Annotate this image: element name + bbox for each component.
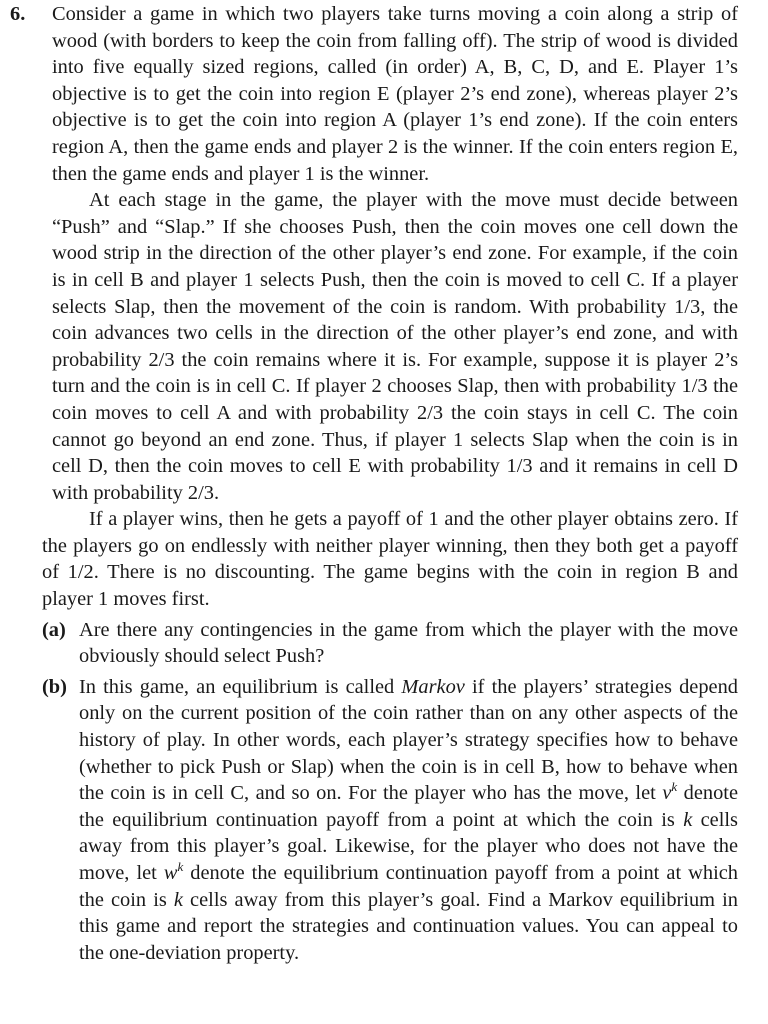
part-a-label: (a) <box>42 618 66 641</box>
k-variable: k <box>683 808 693 831</box>
problem-paragraph-setup: Consider a game in which two players take turns moving a coin along a strip of wood (with borders to keep the coin from falling off). The strip of wood is divided into five equally sized regions, called (in order) A, B, C, D, and E. Player 1’s objective is to get the coin into region E (player 2’s end zone), whereas player 2’s objective is to get the coin into region A (player 1’s end zone). If the coin enters region A, then the game ends and player 2 is the winner. If the coin enters region E, then the game ends and player 1 is the winner. <box>52 3 738 185</box>
part-b-text-4: cells away from this player’s goal. Likewise, for the player who does not have the move, let <box>79 808 738 884</box>
part-b-text-6: cells away from this player’s goal. Find a Markov equilibrium in this game and report the strategies and continuation values. You can appeal to the one-deviation property. <box>79 888 738 964</box>
problem-number: 6. <box>10 3 26 25</box>
problem-paragraph-moves: At each stage in the game, the player with the move must decide between “Push” and “Slap.” If she chooses Push, then the coin moves one cell down the wood strip in the direction of the other player’s end zone. For example, if the coin is in cell B and player 1 selects Push, then the coin is moved to cell C. If a player selects Slap, then the movement of the coin is random. With probability 1/3, the coin advances two cells in the direction of the other player’s end zone, and with probability 2/3 the coin remains where it is. For example, suppose it is player 2’s turn and the coin is in cell C. If player 2 chooses Slap, then with probability 1/3 the coin moves to cell A and with probability 2/3 the coin stays in cell C. The coin cannot go beyond an end zone. Thus, if player 1 selects Slap when the coin is in cell D, then the coin moves to cell E with probability 1/3 and it remains in cell D with probability 2/3. <box>52 189 738 504</box>
k-variable: k <box>173 888 183 911</box>
markov-term: Markov <box>401 675 465 698</box>
part-b <box>10 674 738 967</box>
v-superscript-k: k <box>671 779 678 795</box>
part-b-text-2: if the players’ strategies depend only on the current position of the coin rather than on any other aspects of the history of play. In other words, each player’s strategy specifies how to behave (whether to pick Push or Slap) when the coin is in cell B, how to behave when the coin is in cell C, and so on. For the player who has the move, let <box>79 675 738 805</box>
w-symbol: w <box>163 862 178 884</box>
problem-paragraph-payoffs: If a player wins, then he gets a payoff of 1 and the other player obtains zero. If the players go on endlessly with neither player winning, then they both get a payoff of 1/2. There is no discounting. The game begins with the coin in region B and player 1 moves first. <box>42 508 738 611</box>
part-b-label: (b) <box>42 675 67 698</box>
problem-6 <box>10 1 738 966</box>
v-symbol: v <box>662 782 672 805</box>
part-b-text-3: denote the equilibrium continuation payoff from a point at which the coin is <box>79 782 739 831</box>
w-superscript-k: k <box>177 859 184 874</box>
part-b-text-5: denote the equilibrium continuation payoff from a point at which the coin is <box>79 862 738 911</box>
part-a-text: Are there any contingencies in the game from which the player with the move obviously should select Push? <box>79 618 738 668</box>
part-b-text-1: In this game, an equilibrium is called <box>79 675 402 698</box>
part-a <box>10 617 738 670</box>
